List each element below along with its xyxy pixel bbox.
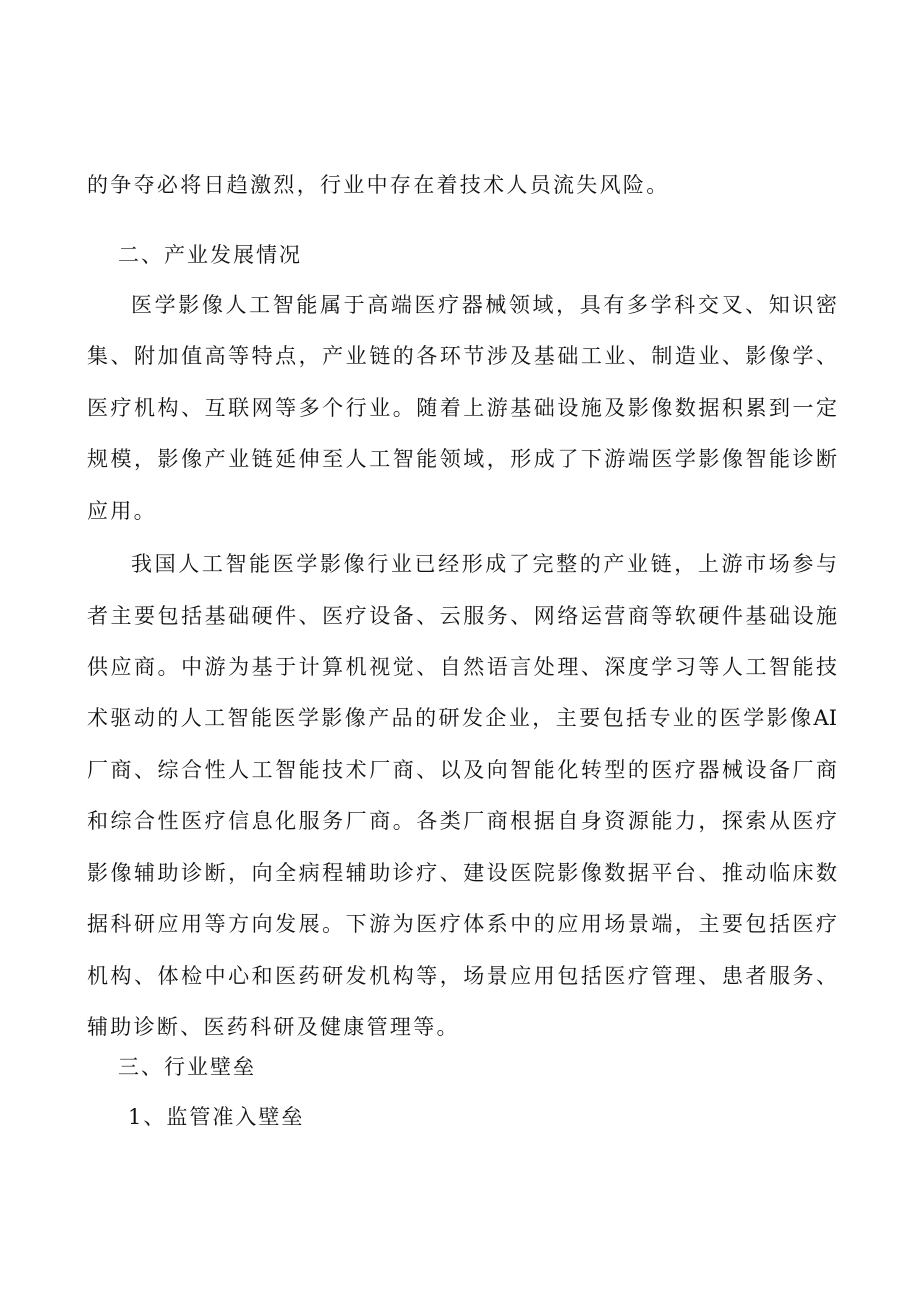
paragraph-line: 的争夺必将日趋激烈，行业中存在着技术人员流失风险。	[87, 173, 670, 197]
paragraph-line: 辅助诊断、医药科研及健康管理等。	[87, 1015, 460, 1039]
paragraph-line: 者主要包括基础硬件、医疗设备、云服务、网络运营商等软硬件基础设施	[87, 604, 837, 628]
section-heading-industry-barriers: 三、行业壁垒	[118, 1055, 256, 1079]
paragraph-line: 规模，影像产业链延伸至人工智能领域，形成了下游端医学影像智能诊断	[87, 447, 837, 471]
paragraph-line: 术驱动的人工智能医学影像产品的研发企业，主要包括专业的医学影像AI	[87, 706, 837, 730]
paragraph-line: 据科研应用等方向发展。下游为医疗体系中的应用场景端，主要包括医疗	[87, 912, 837, 936]
section-heading-industry-development: 二、产业发展情况	[118, 243, 302, 267]
paragraph-line: 我国人工智能医学影像行业已经形成了完整的产业链，上游市场参与	[131, 552, 837, 576]
paragraph-line: 和综合性医疗信息化服务厂商。各类厂商根据自身资源能力，探索从医疗	[87, 809, 837, 833]
paragraph-line: 供应商。中游为基于计算机视觉、自然语言处理、深度学习等人工智能技	[87, 655, 837, 679]
subsection-heading-regulatory-barrier: 1、监管准入壁垒	[128, 1105, 305, 1129]
paragraph-line: 机构、体检中心和医药研发机构等，场景应用包括医疗管理、患者服务、	[87, 964, 837, 988]
paragraph-line: 应用。	[87, 499, 157, 523]
paragraph-line: 集、附加值高等特点，产业链的各环节涉及基础工业、制造业、影像学、	[87, 344, 837, 368]
paragraph-line: 影像辅助诊断，向全病程辅助诊疗、建设医院影像数据平台、推动临床数	[87, 861, 837, 885]
paragraph-line: 医疗机构、互联网等多个行业。随着上游基础设施及影像数据积累到一定	[87, 396, 837, 420]
paragraph-line: 厂商、综合性人工智能技术厂商、以及向智能化转型的医疗器械设备厂商	[87, 758, 837, 782]
paragraph-line: 医学影像人工智能属于高端医疗器械领域，具有多学科交叉、知识密	[131, 293, 837, 317]
